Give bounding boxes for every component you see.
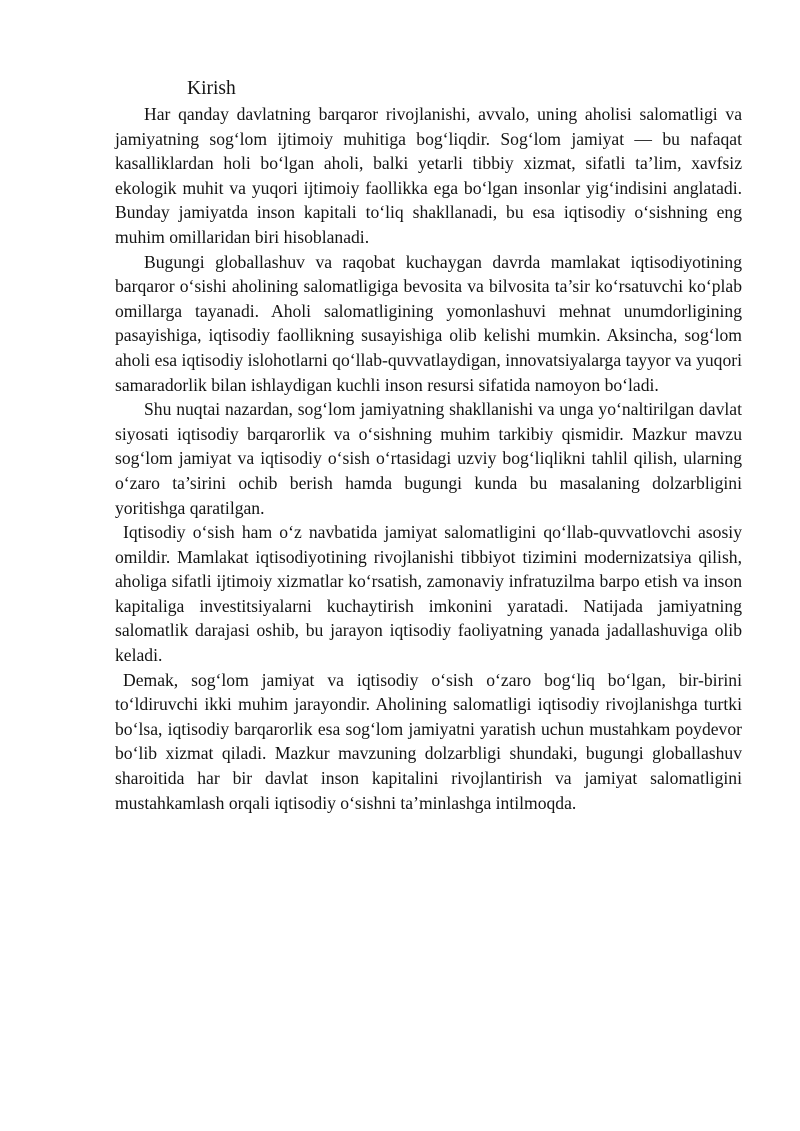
paragraph: Demak, sog‘lom jamiyat va iqtisodiy o‘sish o‘zaro bog‘liq bo‘lgan, bir-birini to‘ldiruvchi ikki muhim jarayondir. Aholining salomatligi iqtisodiy rivojlanishga turtki bo‘lsa, iqtisodiy barqarorlik esa sog‘lom jamiyatni yaratish uchun mustahkam poydevor bo‘lib xizmat qiladi. Mazkur mavzuning dolzarbligi shundaki, bugungi globallashuv sharoitida har bir davlat inson kapitalini rivojlantirish va jamiyat salomatligini mustahkamlash orqali iqtisodiy o‘sishni ta’minlashga intilmoqda. xyxy=(115,669,742,813)
document-page xyxy=(115,76,742,815)
paragraph: Iqtisodiy o‘sish ham o‘z navbatida jamiyat salomatligini qo‘llab-quvvatlovchi asosiy omildir. Mamlakat iqtisodiyotining rivojlanishi tibbiyot tizimini modernizatsiya qilish, aholiga sifatli ijtimoiy xizmatlar ko‘rsatish, zamonaviy infratuzilma barpo etish va inson kapitaliga investitsiyalarni kuchaytirish imkonini yaratadi. Natijada jamiyatning salomatlik darajasi oshib, bu jarayon iqtisodiy faoliyatning yanada jadallashuviga olib keladi. xyxy=(115,522,742,666)
paragraph: Har qanday davlatning barqaror rivojlanishi, avvalo, uning aholisi salomatligi va jamiyatning sog‘lom ijtimoiy muhitiga bog‘liqdir. Sog‘lom jamiyat — bu nafaqat kasalliklardan holi bo‘lgan aholi, balki yetarli tibbiy xizmat, sifatli ta’lim, xavfsiz ekologik muhit va yuqori ijtimoiy faollikka ega bo‘lgan insonlar yig‘indisini anglatadi. Bunday jamiyatda inson kapitali to‘liq shakllanadi, bu esa iqtisodiy o‘sishning eng muhim omillaridan biri hisoblanadi. xyxy=(115,104,742,247)
section-heading: Kirish xyxy=(187,78,236,99)
paragraph: Bugungi globallashuv va raqobat kuchaygan davrda mamlakat iqtisodiyotining barqaror o‘sishi aholining salomatligiga bevosita va bilvosita ta’sir ko‘rsatuvchi ko‘plab omillarga tayanadi. Aholi salomatligining yomonlashuvi mehnat unumdorligining pasayishiga, iqtisodiy faollikning susayishiga olib kelishi mumkin. Aksincha, sog‘lom aholi esa iqtisodiy islohotlarni qo‘llab-quvvatlaydigan, innovatsiyalarga tayyor va yuqori samaradorlik bilan ishlaydigan kuchli inson resursi sifatida namoyon bo‘ladi. xyxy=(115,251,742,395)
paragraph: Shu nuqtai nazardan, sog‘lom jamiyatning shakllanishi va unga yo‘naltirilgan davlat siyosati iqtisodiy barqarorlik va o‘sishning muhim tarkibiy qismidir. Mazkur mavzu sog‘lom jamiyat va iqtisodiy o‘sish o‘rtasidagi uzviy bog‘liqlikni tahlil qilish, ularning o‘zaro ta’sirini ochib berish hamda bugungi kunda bu masalaning dolzarbligini yoritishga qaratilgan. xyxy=(115,399,742,518)
